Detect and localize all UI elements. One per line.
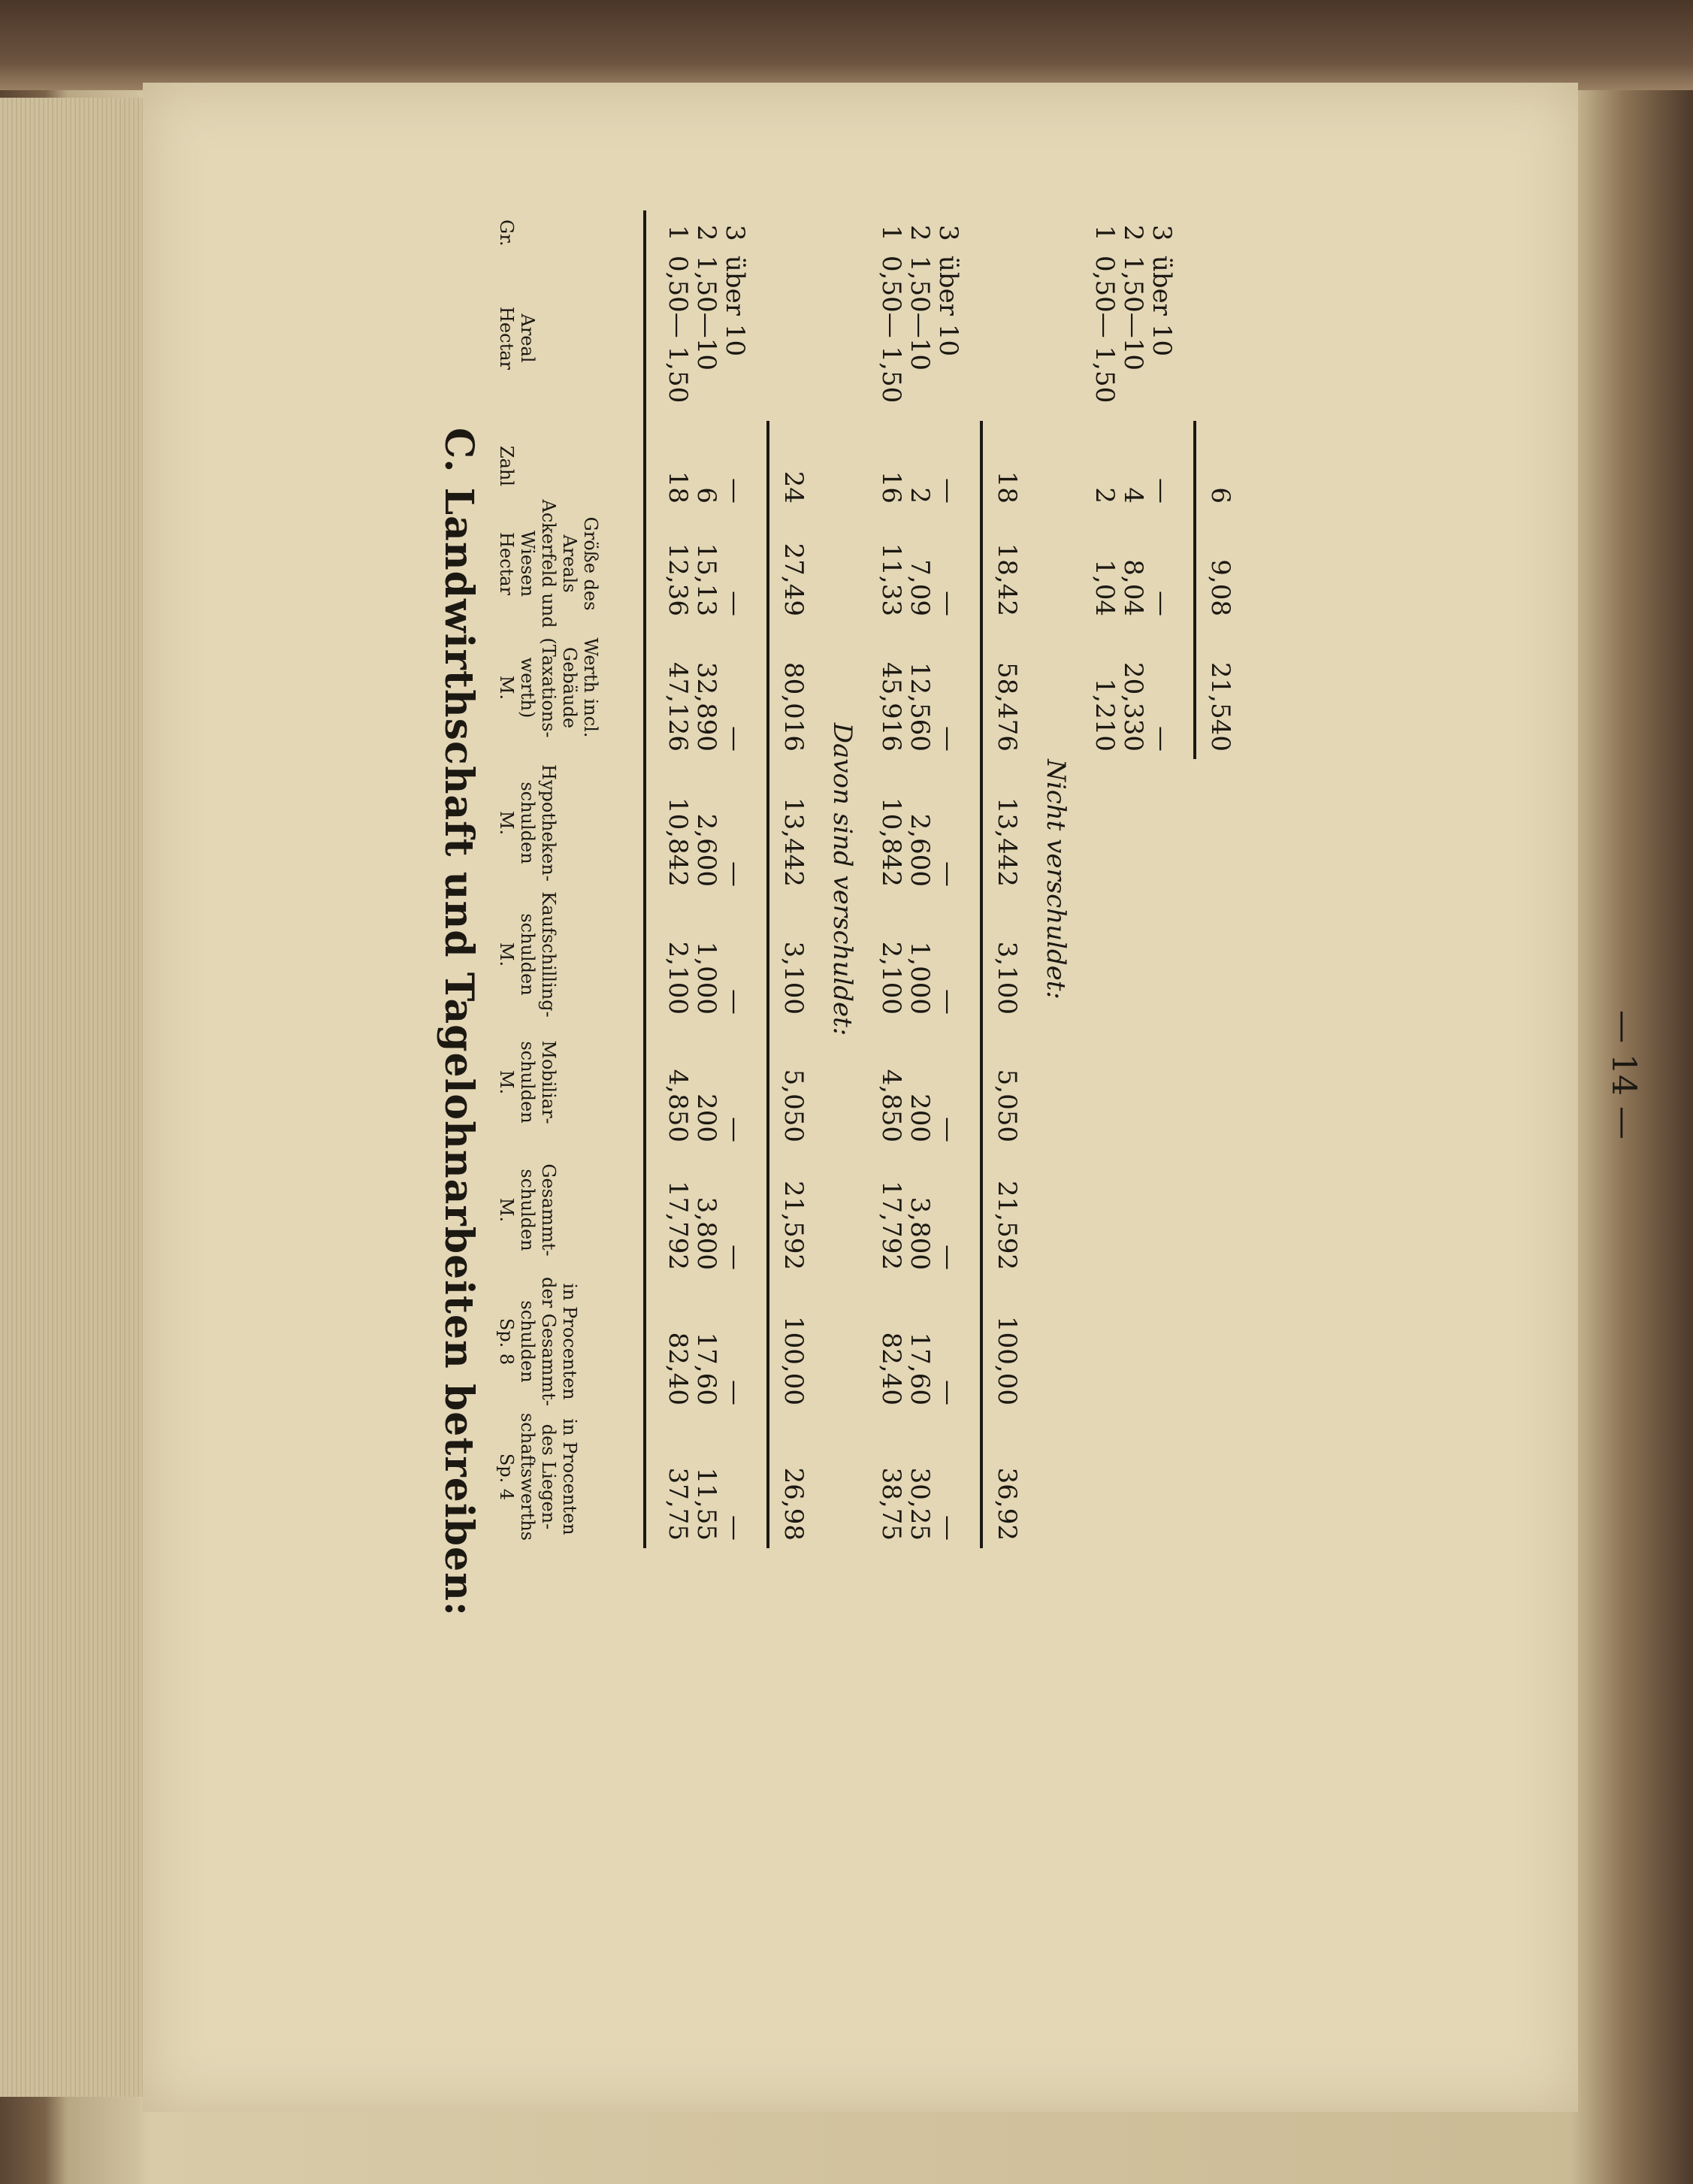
table-total-cell: 26,98 — [778, 1467, 809, 1541]
table-total-cell: 21,592 — [992, 1181, 1022, 1270]
table-total-cell — [780, 256, 807, 421]
table-row-cell: 11,55 — [691, 1467, 721, 1541]
table-row-cell: 30,25 — [905, 1467, 935, 1541]
table-row-cell: 2,600 — [905, 813, 935, 887]
table-row-cell: 3 — [720, 225, 750, 241]
table-row-cell: 4 — [1118, 487, 1148, 504]
column-header: Gr. — [496, 219, 517, 247]
table-row-cell: 10,842 — [663, 797, 693, 887]
table-total-cell — [993, 218, 1020, 248]
table-row-cell: — — [933, 1117, 963, 1142]
table-row-cell: 37,75 — [663, 1467, 693, 1541]
table-row-cell: — — [720, 989, 750, 1015]
table-total-cell: 13,442 — [778, 797, 809, 887]
table-row-cell: 1,000 — [905, 941, 935, 1015]
table-total-cell: 27,49 — [778, 543, 809, 616]
table-total-cell: 18,42 — [992, 543, 1022, 616]
table-row-cell: 4,850 — [876, 1069, 906, 1142]
table-rule — [766, 421, 769, 1548]
table-row-cell: — — [720, 478, 750, 504]
table-row-cell: 2 — [1090, 487, 1120, 504]
table-row-cell: 1,000 — [691, 941, 721, 1015]
table-row-cell: 17,60 — [905, 1332, 935, 1405]
table-row-cell: 1,50—10 — [691, 256, 721, 371]
table-row-cell: — — [1147, 591, 1177, 616]
table-row-cell: über 10 — [933, 256, 963, 357]
table-row-cell: 18 — [663, 470, 693, 504]
table-row-cell: 200 — [691, 1094, 721, 1142]
book-cover-edge — [0, 0, 1693, 90]
table-row-cell: 16 — [876, 470, 906, 504]
table-total-cell: 6 — [1205, 487, 1235, 504]
table-row-cell: 4,850 — [663, 1069, 693, 1142]
column-header: Zahl — [496, 445, 517, 487]
table-row-cell: 3 — [933, 225, 963, 241]
table-row-cell: — — [720, 1117, 750, 1142]
table-row-cell: über 10 — [720, 256, 750, 357]
table-row-cell: 82,40 — [663, 1332, 693, 1405]
table-row-cell: 1 — [876, 225, 906, 241]
table-total-cell: 3,100 — [992, 941, 1022, 1015]
table-total-cell — [780, 218, 807, 248]
table-row-cell: 2 — [905, 225, 935, 241]
table-row-cell: — — [1147, 726, 1177, 752]
rotated-table-frame — [428, 210, 1643, 1834]
table-row-cell: 3,800 — [691, 1196, 721, 1270]
table-total-cell — [993, 256, 1020, 421]
table-row-cell: 1,210 — [1090, 678, 1120, 752]
table-row-cell: — — [933, 1380, 963, 1405]
table-row-cell: 38,75 — [876, 1467, 906, 1541]
table-row-cell: — — [720, 861, 750, 887]
table-row-cell: — — [720, 591, 750, 616]
table-row-cell: 200 — [905, 1094, 935, 1142]
table-row-cell: 1,50—10 — [905, 256, 935, 371]
table-row-cell: 0,50— 1,50 — [663, 256, 693, 404]
column-header: Kaufschilling- schulden M. — [496, 891, 559, 1018]
table-row-cell: — — [933, 1245, 963, 1270]
table-row-cell: 1,04 — [1090, 559, 1120, 616]
table-row-cell: — — [720, 1245, 750, 1270]
table-rule — [643, 210, 646, 1548]
table-row-cell: 12,560 — [905, 662, 935, 752]
section-heading: Nicht verschuldet: — [1041, 759, 1071, 1000]
table-row-cell: 2 — [905, 487, 935, 504]
table-total-cell — [1207, 218, 1234, 248]
table-row-cell: 11,33 — [876, 543, 906, 616]
table-row-cell: 3,800 — [905, 1196, 935, 1270]
table-total-cell: 3,100 — [778, 941, 809, 1015]
table-total-cell: 5,050 — [992, 1069, 1022, 1142]
table-row-cell: 82,40 — [876, 1332, 906, 1405]
table-row-cell: über 10 — [1147, 256, 1177, 357]
table-total-cell: 80,016 — [778, 662, 809, 752]
table-total-cell: 9,08 — [1205, 559, 1235, 616]
column-header: Werth incl. Gebäude (Taxations- werth) M. — [496, 637, 601, 738]
table-row-cell: 7,09 — [905, 559, 935, 616]
table-row-cell: — — [1147, 478, 1177, 504]
table-total-cell: 21,540 — [1205, 662, 1235, 752]
table-row-cell: 15,13 — [691, 543, 721, 616]
table-row-cell: 20,330 — [1118, 662, 1148, 752]
table-row-cell: — — [933, 591, 963, 616]
table-row-cell: 45,916 — [876, 662, 906, 752]
table-total-cell: 24 — [778, 470, 809, 504]
table-row-cell: — — [933, 989, 963, 1015]
table-total-cell: 18 — [992, 470, 1022, 504]
table-row-cell: — — [933, 726, 963, 752]
table-total-cell: 5,050 — [778, 1069, 809, 1142]
table-row-cell: 2 — [1118, 225, 1148, 241]
table-rule — [1193, 421, 1196, 759]
table-row-cell: 32,890 — [691, 662, 721, 752]
column-header: in Procenten des Liegen- schaftswerths Sp. 4 — [496, 1412, 580, 1541]
table-row-cell: — — [720, 726, 750, 752]
table-row-cell: 1 — [663, 225, 693, 241]
table-row-cell: 47,126 — [663, 662, 693, 752]
table-row-cell: 1,50—10 — [1118, 256, 1148, 371]
page-stack-edge — [0, 98, 152, 2097]
table-row-cell: — — [933, 478, 963, 504]
table-total-cell: 21,592 — [778, 1181, 809, 1270]
table-row-cell: 2,100 — [663, 941, 693, 1015]
table-row-cell: 3 — [1147, 225, 1177, 241]
table-row-cell: 10,842 — [876, 797, 906, 887]
table-title: C. Landwirthschaft und Tagelohnarbeiten betreiben: — [436, 427, 482, 1617]
table-total-cell: 58,476 — [992, 662, 1022, 752]
table-row-cell: — — [720, 1380, 750, 1405]
table-total-cell — [1207, 256, 1234, 421]
column-header: in Procenten der Gesammt- schulden Sp. 8 — [496, 1277, 580, 1406]
table-total-cell: 13,442 — [992, 797, 1022, 887]
table-total-cell: 36,92 — [992, 1467, 1022, 1541]
table-row-cell: 17,792 — [876, 1181, 906, 1270]
column-header: Areal Hectar — [496, 307, 538, 370]
column-header: Mobiliar- schulden M. — [496, 1040, 559, 1124]
table-row-cell: 6 — [691, 487, 721, 504]
section-heading: Davon sind verschuldet: — [827, 722, 857, 1036]
table-row-cell: 2,100 — [876, 941, 906, 1015]
column-header: Hypotheken- schulden M. — [496, 764, 559, 882]
page-number: — 14 — — [1604, 1010, 1643, 1139]
table-rule — [980, 421, 983, 1548]
table-total-cell: 100,00 — [992, 1316, 1022, 1405]
table-row-cell: 1 — [1090, 225, 1120, 241]
table-row-cell: — — [720, 1515, 750, 1541]
table-row-cell: 2 — [691, 225, 721, 241]
table-row-cell: — — [933, 1515, 963, 1541]
table-row-cell: 17,60 — [691, 1332, 721, 1405]
column-header: Gesammt- schulden M. — [496, 1163, 559, 1257]
table-row-cell: 12,36 — [663, 543, 693, 616]
table-row-cell: 8,04 — [1118, 559, 1148, 616]
table-row-cell: 0,50— 1,50 — [876, 256, 906, 404]
table-row-cell: — — [933, 861, 963, 887]
table-row-cell: 0,50— 1,50 — [1090, 256, 1120, 404]
table-row-cell: 2,600 — [691, 813, 721, 887]
table-total-cell: 100,00 — [778, 1316, 809, 1405]
table-row-cell: 17,792 — [663, 1181, 693, 1270]
column-header: Größe des Areals Ackerfeld und Wiesen Hectar — [496, 499, 601, 628]
